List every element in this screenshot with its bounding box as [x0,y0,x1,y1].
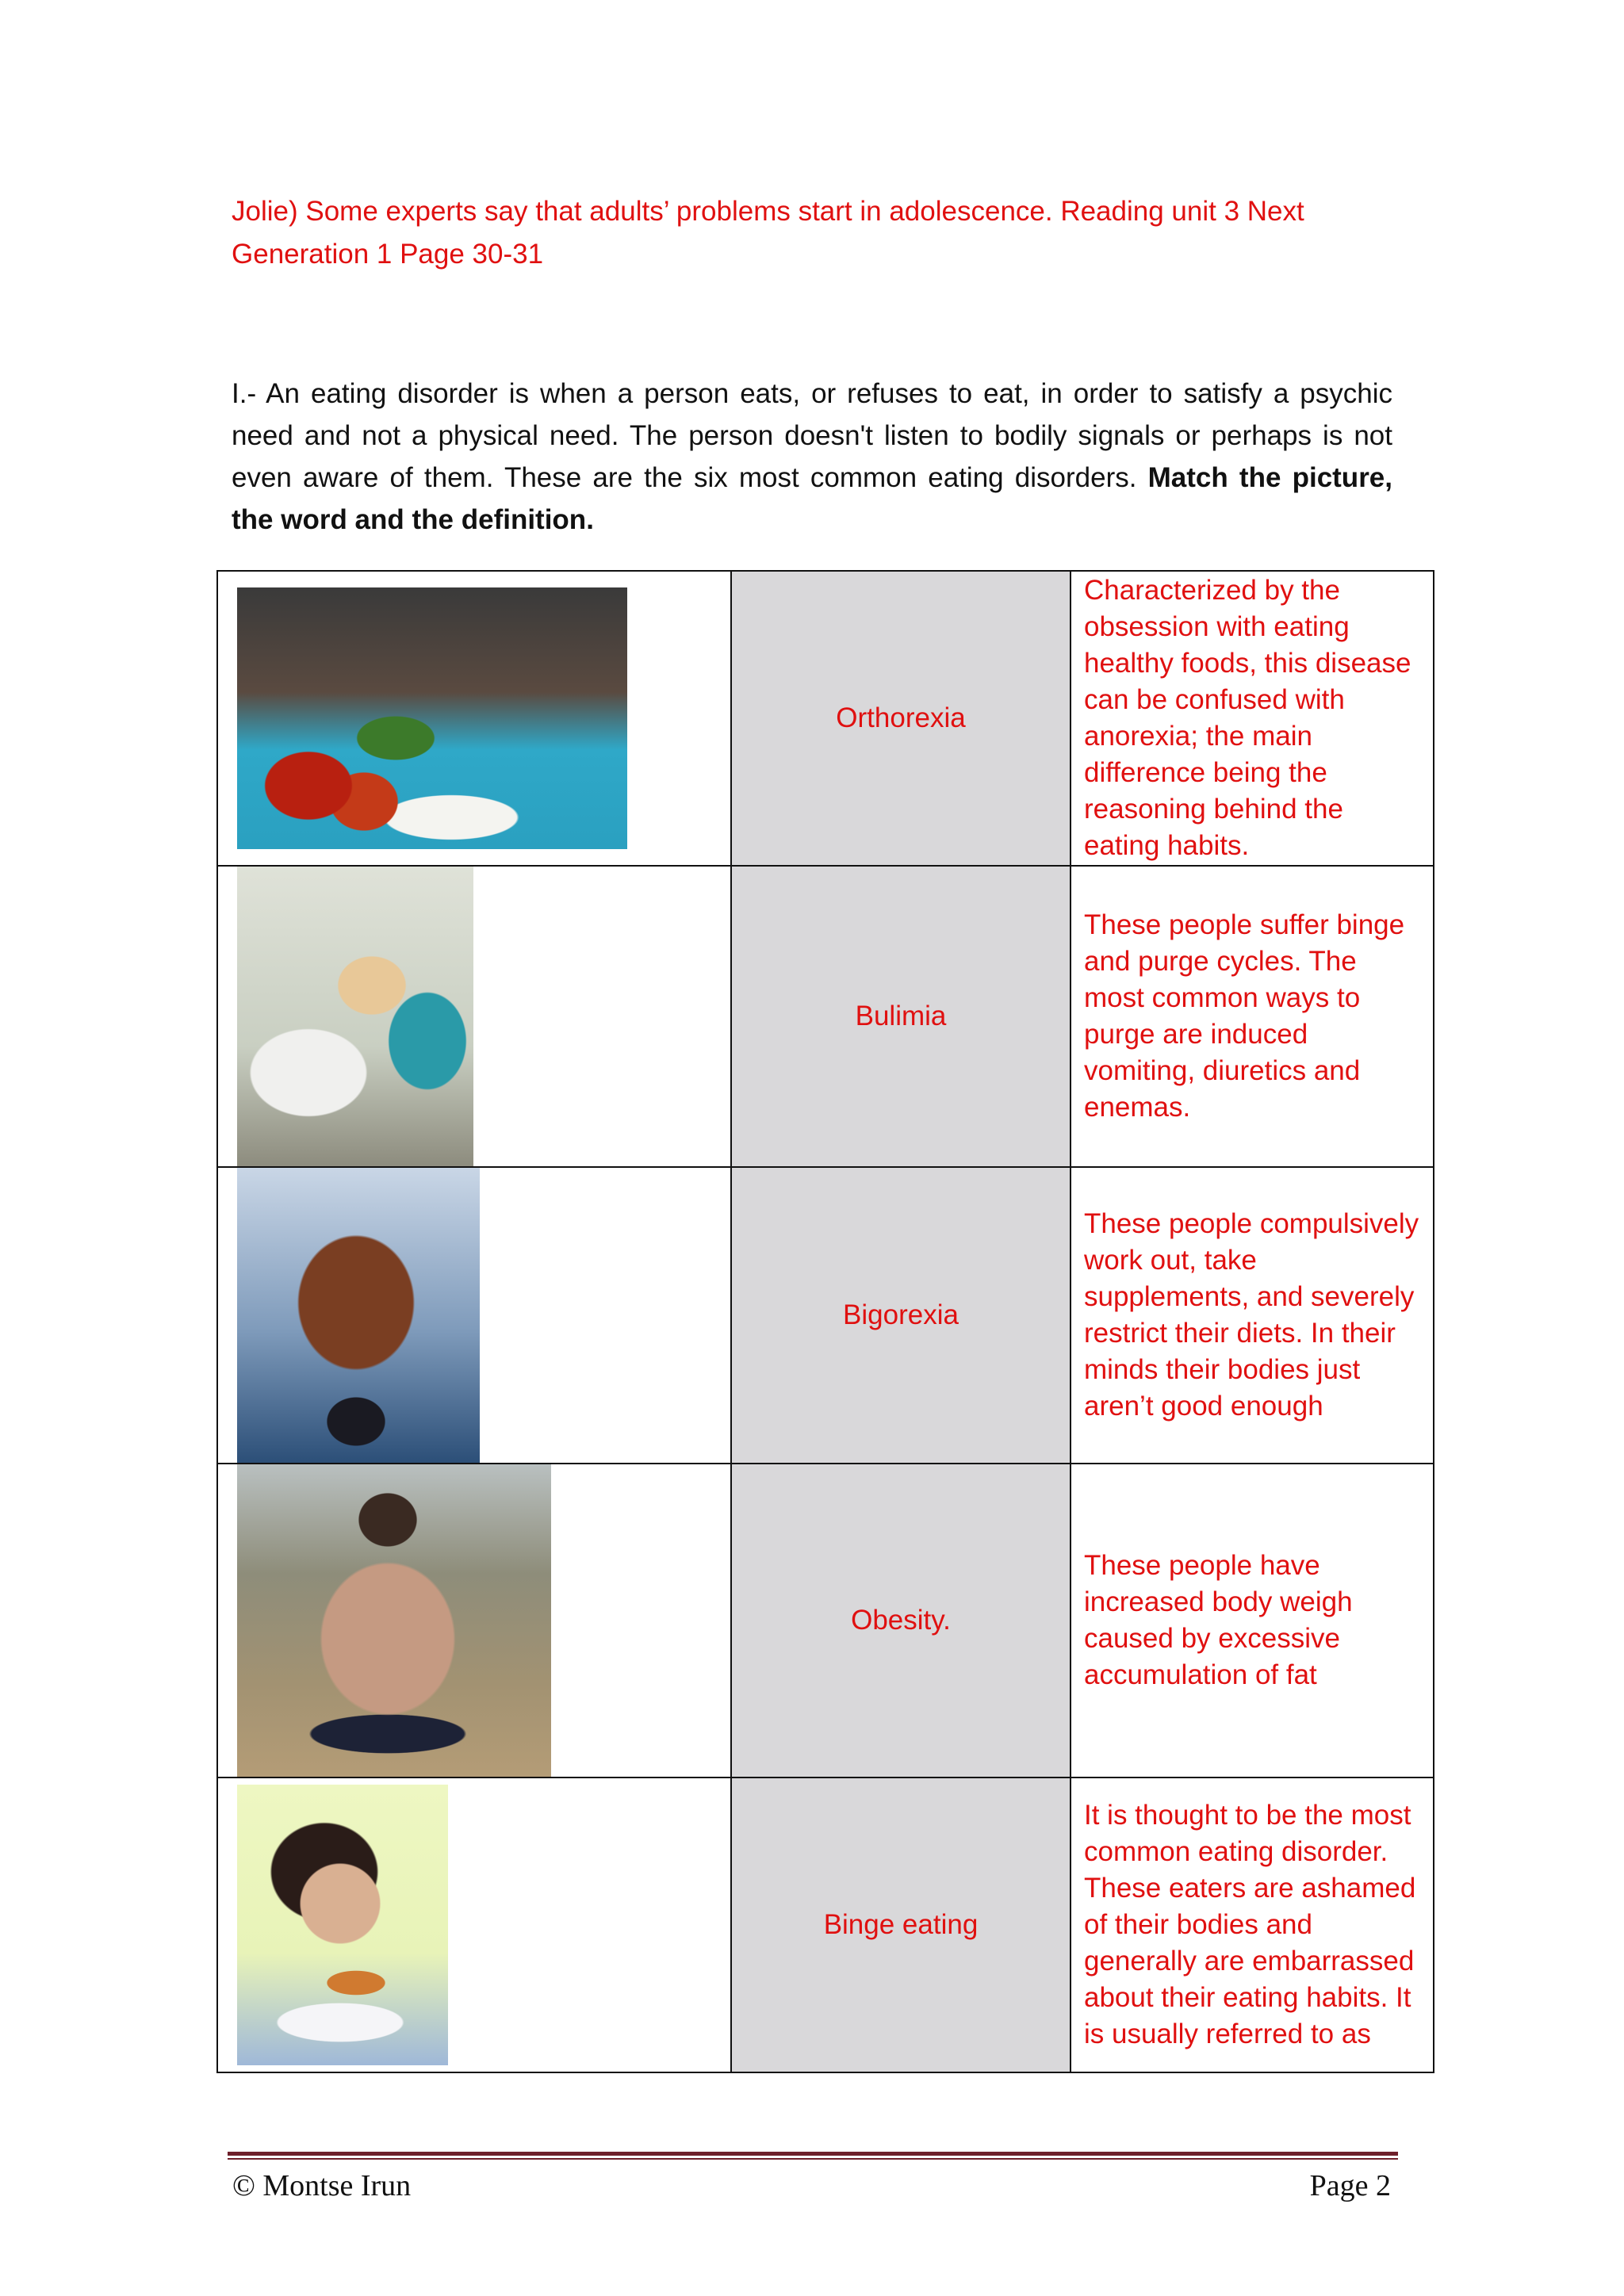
table-row [217,1464,1434,1777]
woman-with-fruit-bowl-photo [237,587,627,849]
reading-reference-line-1: Jolie) Some experts say that adults’ problems start in adolescence. Reading unit 3 Next [232,196,1304,227]
footer-copyright: © Montse Irun [232,2169,412,2202]
instructions-text: I.- An eating disorder is when a person eats, or refuses to eat, in order to satisfy a psychic need and not a physical need. The person doesn't listen to bodily signals or perhaps is not even aware of them. These are the six most common eating disorders. [232,378,1392,493]
exercise-instructions [232,373,1392,541]
table-row [217,866,1434,1167]
picture-cell [217,1464,731,1777]
picture-cell [217,1777,731,2072]
footer-divider-thin [228,2158,1398,2160]
woman-eating-pasta-photo [237,1785,448,2065]
table-row [217,1777,1434,2072]
reading-reference-line-2: Generation 1 Page 30-31 [232,239,544,270]
table-row [217,571,1434,866]
footer-page-number: Page 2 [1309,2169,1391,2202]
word-cell: Bulimia [731,866,1071,1167]
footer-divider [228,2152,1398,2156]
woman-over-toilet-photo [237,867,473,1166]
word-cell: Orthorexia [731,571,1071,866]
word-cell: Binge eating [731,1777,1071,2072]
definition-cell: These people have increased body weigh caused by excessive accumulation of fat [1071,1464,1434,1777]
reading-reference [232,190,1397,276]
definition-cell: Characterized by the obsession with eating healthy foods, this disease can be confused with anorexia; the main difference being the reasoning behind the eating habits. [1071,571,1434,866]
picture-cell [217,1167,731,1464]
table-row [217,1167,1434,1464]
definition-cell: These people compulsively work out, take supplements, and severely restrict their diets. In their minds their bodies just aren’t good enough [1071,1167,1434,1464]
word-cell: Obesity. [731,1464,1071,1777]
picture-cell [217,571,731,866]
bodybuilder-photo [237,1168,480,1463]
matching-table [216,570,1434,2073]
woman-at-beach-photo [237,1464,551,1777]
definition-cell: These people suffer binge and purge cycles. The most common ways to purge are induced vomiting, diuretics and enemas. [1071,866,1434,1167]
word-cell: Bigorexia [731,1167,1071,1464]
definition-cell: It is thought to be the most common eating disorder. These eaters are ashamed of their bodies and generally are embarrassed about their eating habits. It is usually referred to as [1071,1777,1434,2072]
instructions-bold: Match the picture, the word and the definition. [232,462,1392,535]
picture-cell [217,866,731,1167]
